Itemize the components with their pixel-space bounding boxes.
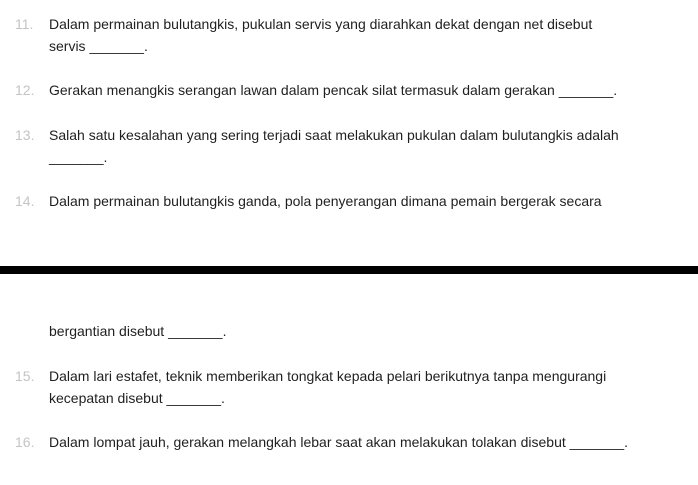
page-bottom-section xyxy=(0,274,698,485)
question-number: 12. xyxy=(15,82,35,98)
question-number: 13. xyxy=(15,127,35,143)
question-text: Dalam permainan bulutangkis, pukulan servis yang diarahkan dekat dengan net disebut servis _______. xyxy=(49,16,593,54)
question-text: Salah satu kesalahan yang sering terjadi saat melakukan pukulan dalam bulutangkis adalah _______. xyxy=(49,127,619,165)
question-text: Gerakan menangkis serangan lawan dalam pencak silat termasuk dalam gerakan _______. xyxy=(49,82,618,98)
question-text: Dalam lari estafet, teknik memberikan tongkat kepada pelari berikutnya tanpa mengurangi kecepatan disebut _______. xyxy=(49,368,607,406)
question-number: 11. xyxy=(15,16,34,32)
question-number: 16. xyxy=(15,434,35,450)
question-number: 15. xyxy=(15,368,35,384)
question-text: Dalam permainan bulutangkis ganda, pola penyerangan dimana pemain bergerak secara xyxy=(49,193,602,209)
question-number: 14. xyxy=(15,193,35,209)
question-text: bergantian disebut _______. xyxy=(49,323,227,339)
page-divider xyxy=(0,266,698,274)
question-text: Dalam lompat jauh, gerakan melangkah lebar saat akan melakukan tolakan disebut _______. xyxy=(49,434,629,450)
